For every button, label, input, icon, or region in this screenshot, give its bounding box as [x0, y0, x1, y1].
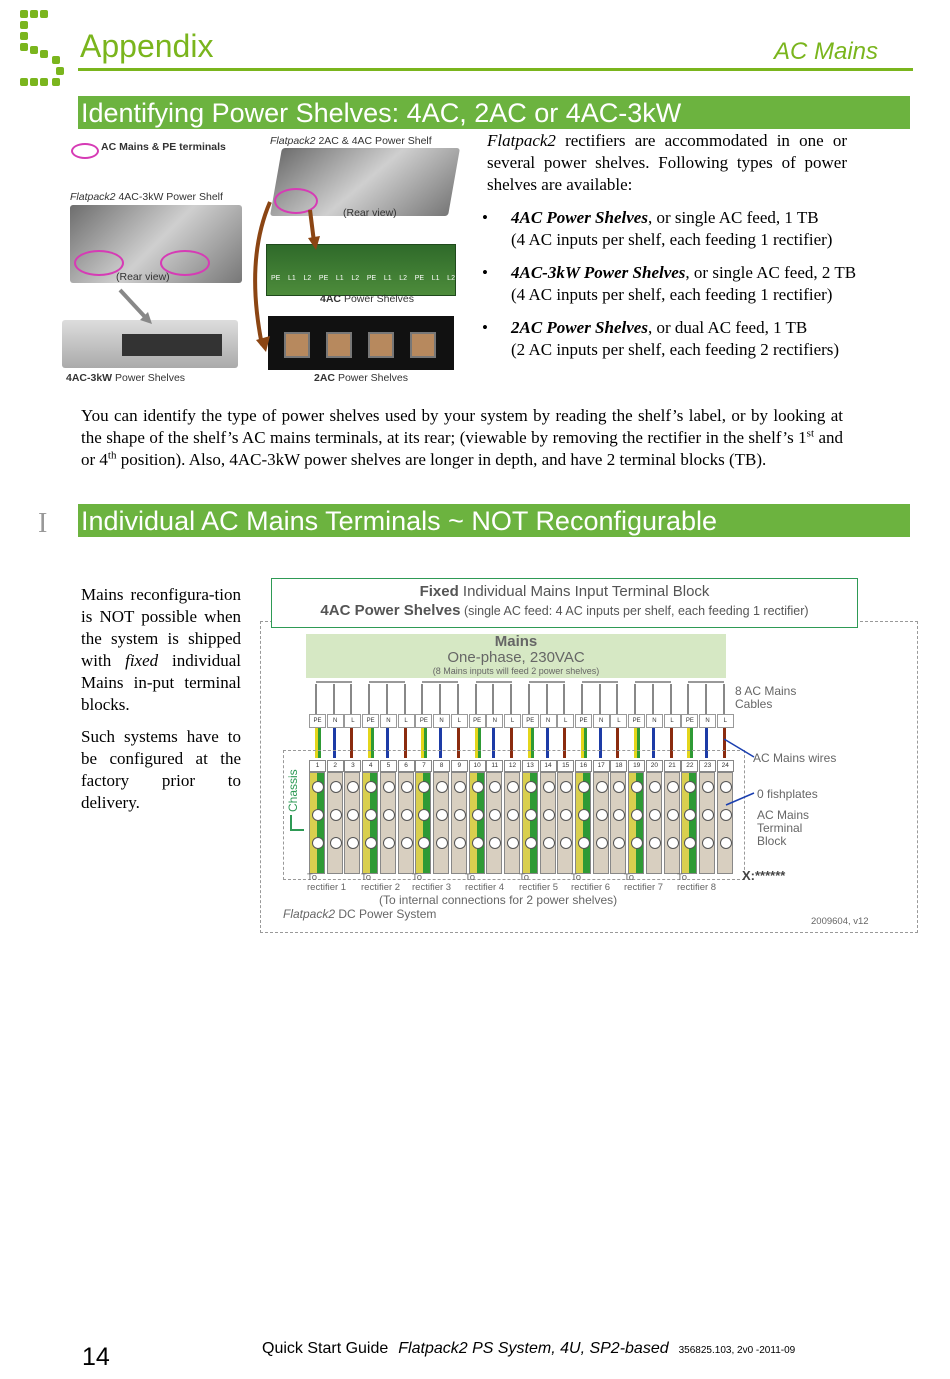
- pnl-label: L: [504, 714, 521, 728]
- label-4ac-shelves: 4AC Power Shelves: [320, 293, 414, 305]
- cable-core: [386, 684, 388, 714]
- page-number: 14: [82, 1343, 110, 1371]
- terminal-number: 5: [380, 760, 397, 772]
- cable-bar: [369, 681, 405, 683]
- terminal-id: X:******: [742, 868, 786, 883]
- cable-core: [723, 684, 725, 714]
- terminal-block-label: AC Mains Terminal Block: [757, 808, 810, 848]
- pnl-label: L: [344, 714, 361, 728]
- cable-bar: [316, 681, 352, 683]
- mains-title: Mains: [494, 633, 538, 650]
- list-item: • 2AC Power Shelves, or dual AC feed, 1 TB (2 AC inputs per shelf, each feeding 2 rectifiers): [480, 317, 910, 361]
- list-item: • 4AC Power Shelves, or single AC feed, 1 TB (4 AC inputs per shelf, each feeding 1 rectifier): [480, 207, 910, 251]
- pnl-label: N: [646, 714, 663, 728]
- pnl-label: PE: [575, 714, 592, 728]
- callout-line: [726, 793, 754, 805]
- terminal-number: 11: [486, 760, 503, 772]
- chassis-label: Chassis: [286, 769, 300, 812]
- fishplates-label: 0 fishplates: [757, 787, 818, 801]
- figure-arrows: [60, 130, 470, 380]
- arrow-to-4ac-3kw: [120, 290, 146, 318]
- mains-note: (8 Mains inputs will feed 2 power shelves): [432, 666, 600, 676]
- note-paragraph: Such systems have to be configured at the factory prior to delivery.: [81, 727, 241, 812]
- label-2ac-shelves: 2AC Power Shelves: [314, 372, 408, 384]
- cable-core: [616, 684, 618, 714]
- cable-core: [652, 684, 654, 714]
- rectifier-label: To rectifier 4: [465, 872, 505, 893]
- cable-core: [368, 684, 370, 714]
- callout-line: [724, 739, 754, 757]
- pnl-label: PE: [469, 714, 486, 728]
- cable-bar: [476, 681, 512, 683]
- cable-bar: [688, 681, 724, 683]
- pnl-label: N: [540, 714, 557, 728]
- terminal-number: 3: [344, 760, 361, 772]
- rear-view-label: (Rear view): [343, 207, 397, 219]
- label-2ac-4ac-shelf: Flatpack2 2AC & 4AC Power Shelf: [270, 135, 432, 147]
- terminal-number: 20: [646, 760, 663, 772]
- pnl-label: L: [664, 714, 681, 728]
- arrow-head-icon: [308, 236, 320, 250]
- pnl-label: N: [380, 714, 397, 728]
- rectifier-label: To rectifier 1: [307, 872, 347, 893]
- header-section-name: AC Mains: [773, 38, 878, 65]
- rectifier-label: To rectifier 3: [412, 872, 452, 893]
- pnl-label: PE: [362, 714, 379, 728]
- cable-core: [581, 684, 583, 714]
- terminal-number: 17: [593, 760, 610, 772]
- rectifier-label: To rectifier 2: [361, 872, 401, 893]
- header-title: Appendix: [80, 28, 214, 64]
- cable-bar: [635, 681, 671, 683]
- cable-core: [510, 684, 512, 714]
- terminal-number: 21: [664, 760, 681, 772]
- pnl-label: L: [717, 714, 734, 728]
- terminal-number: 15: [557, 760, 574, 772]
- cable-core: [350, 684, 352, 714]
- cable-core: [404, 684, 406, 714]
- reconfiguration-note: [81, 584, 241, 824]
- rear-view-label: (Rear view): [116, 271, 170, 283]
- section-title-power-shelves: Identifying Power Shelves: 4AC, 2AC or 4AC-3kW: [78, 96, 910, 129]
- pnl-label: L: [610, 714, 627, 728]
- terminal-number: 2: [327, 760, 344, 772]
- cable-core: [421, 684, 423, 714]
- arrow-head-icon: [256, 336, 270, 352]
- cable-bar: [422, 681, 458, 683]
- internal-connections-label: (To internal connections for 2 power shelves): [379, 893, 618, 907]
- terminal-number: 9: [451, 760, 468, 772]
- cable-core: [492, 684, 494, 714]
- pnl-label: PE: [522, 714, 539, 728]
- cable-core: [563, 684, 565, 714]
- section-title-ac-mains-terminals: Individual AC Mains Terminals ~ NOT Reconfigurable: [78, 504, 910, 537]
- mains-box: [306, 634, 726, 678]
- pnl-label: N: [433, 714, 450, 728]
- terminal-number: 4: [362, 760, 379, 772]
- cable-core: [546, 684, 548, 714]
- cable-core: [705, 684, 707, 714]
- diagram-title: Fixed Individual Mains Input Terminal Block: [419, 583, 710, 600]
- pnl-label: N: [699, 714, 716, 728]
- header-rule: [78, 68, 913, 71]
- note-paragraph: Mains reconfigura-tion is NOT possible when the system is shipped with fixed individual Mains in-put terminal blocks.: [81, 585, 241, 714]
- cable-core: [333, 684, 335, 714]
- terminal-block-frame: [283, 750, 745, 880]
- diagram-subtitle: 4AC Power Shelves (single AC feed: 4 AC inputs per shelf, each feeding 1 rectifier): [320, 602, 809, 619]
- rectifier-label: To rectifier 5: [519, 872, 559, 893]
- cable-core: [599, 684, 601, 714]
- pnl-label: N: [486, 714, 503, 728]
- arrow-to-2ac: [255, 202, 270, 345]
- terminal-number: 1: [309, 760, 326, 772]
- label-4ac-3kw-shelf: Flatpack2 4AC-3kW Power Shelf: [70, 191, 223, 203]
- label-4ac-3kw-shelves: 4AC-3kW Power Shelves: [66, 372, 186, 384]
- footer-text: Quick Start Guide Flatpack2 PS System, 4U, SP2-based 356825.103, 2v0 -2011-09: [262, 1340, 796, 1357]
- system-label: Flatpack2 DC Power System: [283, 907, 437, 921]
- cable-core: [475, 684, 477, 714]
- company-logo: [20, 10, 70, 90]
- terminal-number: 14: [540, 760, 557, 772]
- terminal-number: 8: [433, 760, 450, 772]
- pnl-label: N: [593, 714, 610, 728]
- terminal-number: 23: [699, 760, 716, 772]
- section-marker: I: [38, 508, 48, 539]
- wires-label: AC Mains wires: [753, 751, 837, 765]
- terminal-number: 19: [628, 760, 645, 772]
- terminal-number: 16: [575, 760, 592, 772]
- cable-core: [528, 684, 530, 714]
- callout-lines: [720, 735, 760, 815]
- shelf-types-list: [480, 207, 910, 372]
- figure-reference: 2009604, v12: [811, 916, 869, 927]
- legend-label: AC Mains & PE terminals: [101, 141, 226, 153]
- pnl-label: L: [451, 714, 468, 728]
- cable-core: [315, 684, 317, 714]
- cable-core: [634, 684, 636, 714]
- intro-paragraph: Flatpack2 rectifiers are accommodated in one or several power shelves. Following types of power shelves are available:: [487, 131, 847, 194]
- board-terminal-labels: PE L1 L2 PE L1 L2 PE L1 L2 PE L1 L2: [271, 275, 455, 282]
- cable-core: [457, 684, 459, 714]
- pnl-label: PE: [415, 714, 432, 728]
- list-item: • 4AC-3kW Power Shelves, or single AC feed, 2 TB (4 AC inputs per shelf, each feeding 1 rectifier): [480, 262, 910, 306]
- cable-bar: [582, 681, 618, 683]
- pnl-label: N: [327, 714, 344, 728]
- terminal-number: 7: [415, 760, 432, 772]
- terminal-number: 24: [717, 760, 734, 772]
- pnl-label: PE: [681, 714, 698, 728]
- pnl-label: PE: [628, 714, 645, 728]
- cable-core: [670, 684, 672, 714]
- cable-core: [687, 684, 689, 714]
- ground-icon: [290, 815, 304, 831]
- pnl-label: L: [557, 714, 574, 728]
- mains-voltage: One-phase, 230VAC: [447, 649, 585, 666]
- rectifier-label: To rectifier 7: [624, 872, 664, 893]
- terminal-number: 13: [522, 760, 539, 772]
- terminal-number: 12: [504, 760, 521, 772]
- diagram-title-box: [271, 578, 858, 628]
- cable-core: [439, 684, 441, 714]
- pnl-label: L: [398, 714, 415, 728]
- terminal-number: 6: [398, 760, 415, 772]
- rectifier-label: To rectifier 6: [571, 872, 611, 893]
- terminal-number: 10: [469, 760, 486, 772]
- rectifier-label: To rectifier 8: [677, 872, 717, 893]
- cables-label: 8 AC Mains Cables: [735, 684, 797, 711]
- identify-paragraph: You can identify the type of power shelves used by your system by reading the shelf’s label, or by looking at the shape of the shelf’s AC mains terminals, at its rear; (viewable by removing the rectifier in the shelf’s 1st and or 4th position). Also, 4AC-3kW power shelves are longer in depth, and have 2 terminal blocks (TB).: [81, 406, 843, 469]
- terminal-number: 22: [681, 760, 698, 772]
- terminal-number: 18: [610, 760, 627, 772]
- cable-bar: [529, 681, 565, 683]
- pnl-label: PE: [309, 714, 326, 728]
